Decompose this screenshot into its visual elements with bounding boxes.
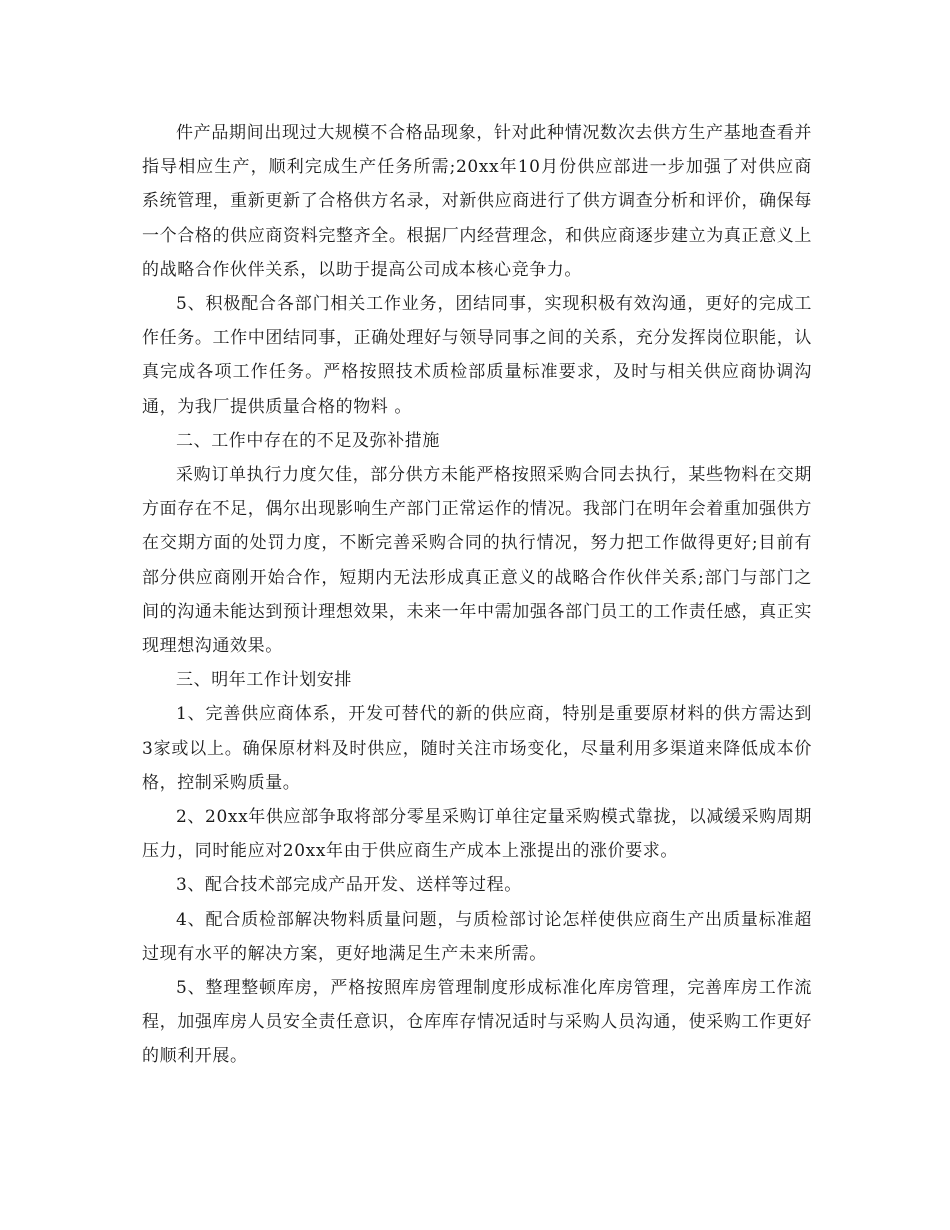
section-heading-next-year-plan: 三、明年工作计划安排: [176, 670, 352, 691]
document-body: [142, 116, 812, 1074]
section-heading-shortcomings: 二、工作中存在的不足及弥补措施: [176, 430, 440, 451]
paragraph-item-5-cooperation: 5、积极配合各部门相关工作业务，团结同事，实现积极有效沟通，更好的完成工作任务。工作中团结同事，正确处理好与领导同事之间的关系，充分发挥岗位职能，认真完成各项工作任务。严格按照技术质检部质量标准要求，及时与相关供应商协调沟通，为我厂提供质量合格的物料 。: [142, 294, 812, 417]
paragraph-plan-item-5: 5、整理整顿库房，严格按照库房管理制度形成标准化库房管理，完善库房工作流程，加强库房人员安全责任意识，仓库库存情况适时与采购人员沟通，使采购工作更好的顺利开展。: [142, 978, 812, 1067]
paragraph-plan-item-3: 3、配合技术部完成产品开发、送样等过程。: [176, 875, 522, 896]
paragraph-plan-item-2: 2、20xx年供应部争取将部分零星采购订单往定量采购模式靠拢，以减缓采购周期压力，同时能应对20xx年由于供应商生产成本上涨提出的涨价要求。: [142, 807, 812, 862]
paragraph-plan-item-1: 1、完善供应商体系，开发可替代的新的供应商，特别是重要原材料的供方需达到3家或以上。确保原材料及时供应，随时关注市场变化，尽量利用多渠道来降低成本价格，控制采购质量。: [142, 704, 812, 793]
paragraph-shortcomings: 采购订单执行力度欠佳，部分供方未能严格按照采购合同去执行，某些物料在交期方面存在不足，偶尔出现影响生产部门正常运作的情况。我部门在明年会着重加强供方在交期方面的处罚力度，不断完善采购合同的执行情况，努力把工作做得更好;目前有部分供应商刚开始合作，短期内无法形成真正意义的战略合作伙伴关系;部门与部门之间的沟通未能达到预计理想效果，未来一年中需加强各部门员工的工作责任感，真正实现理想沟通效果。: [142, 465, 812, 657]
paragraph-supplier-management: 件产品期间出现过大规模不合格品现象，针对此种情况数次去供方生产基地查看并指导相应生产，顺利完成生产任务所需;20xx年10月份供应部进一步加强了对供应商系统管理，重新更新了合格供方名录，对新供应商进行了供方调查分析和评价，确保每一个合格的供应商资料完整齐全。根据厂内经营理念，和供应商逐步建立为真正意义上的战略合作伙伴关系，以助于提高公司成本核心竞争力。: [142, 123, 812, 280]
paragraph-plan-item-4: 4、配合质检部解决物料质量问题，与质检部讨论怎样使供应商生产出质量标准超过现有水平的解决方案，更好地满足生产未来所需。: [142, 909, 812, 964]
